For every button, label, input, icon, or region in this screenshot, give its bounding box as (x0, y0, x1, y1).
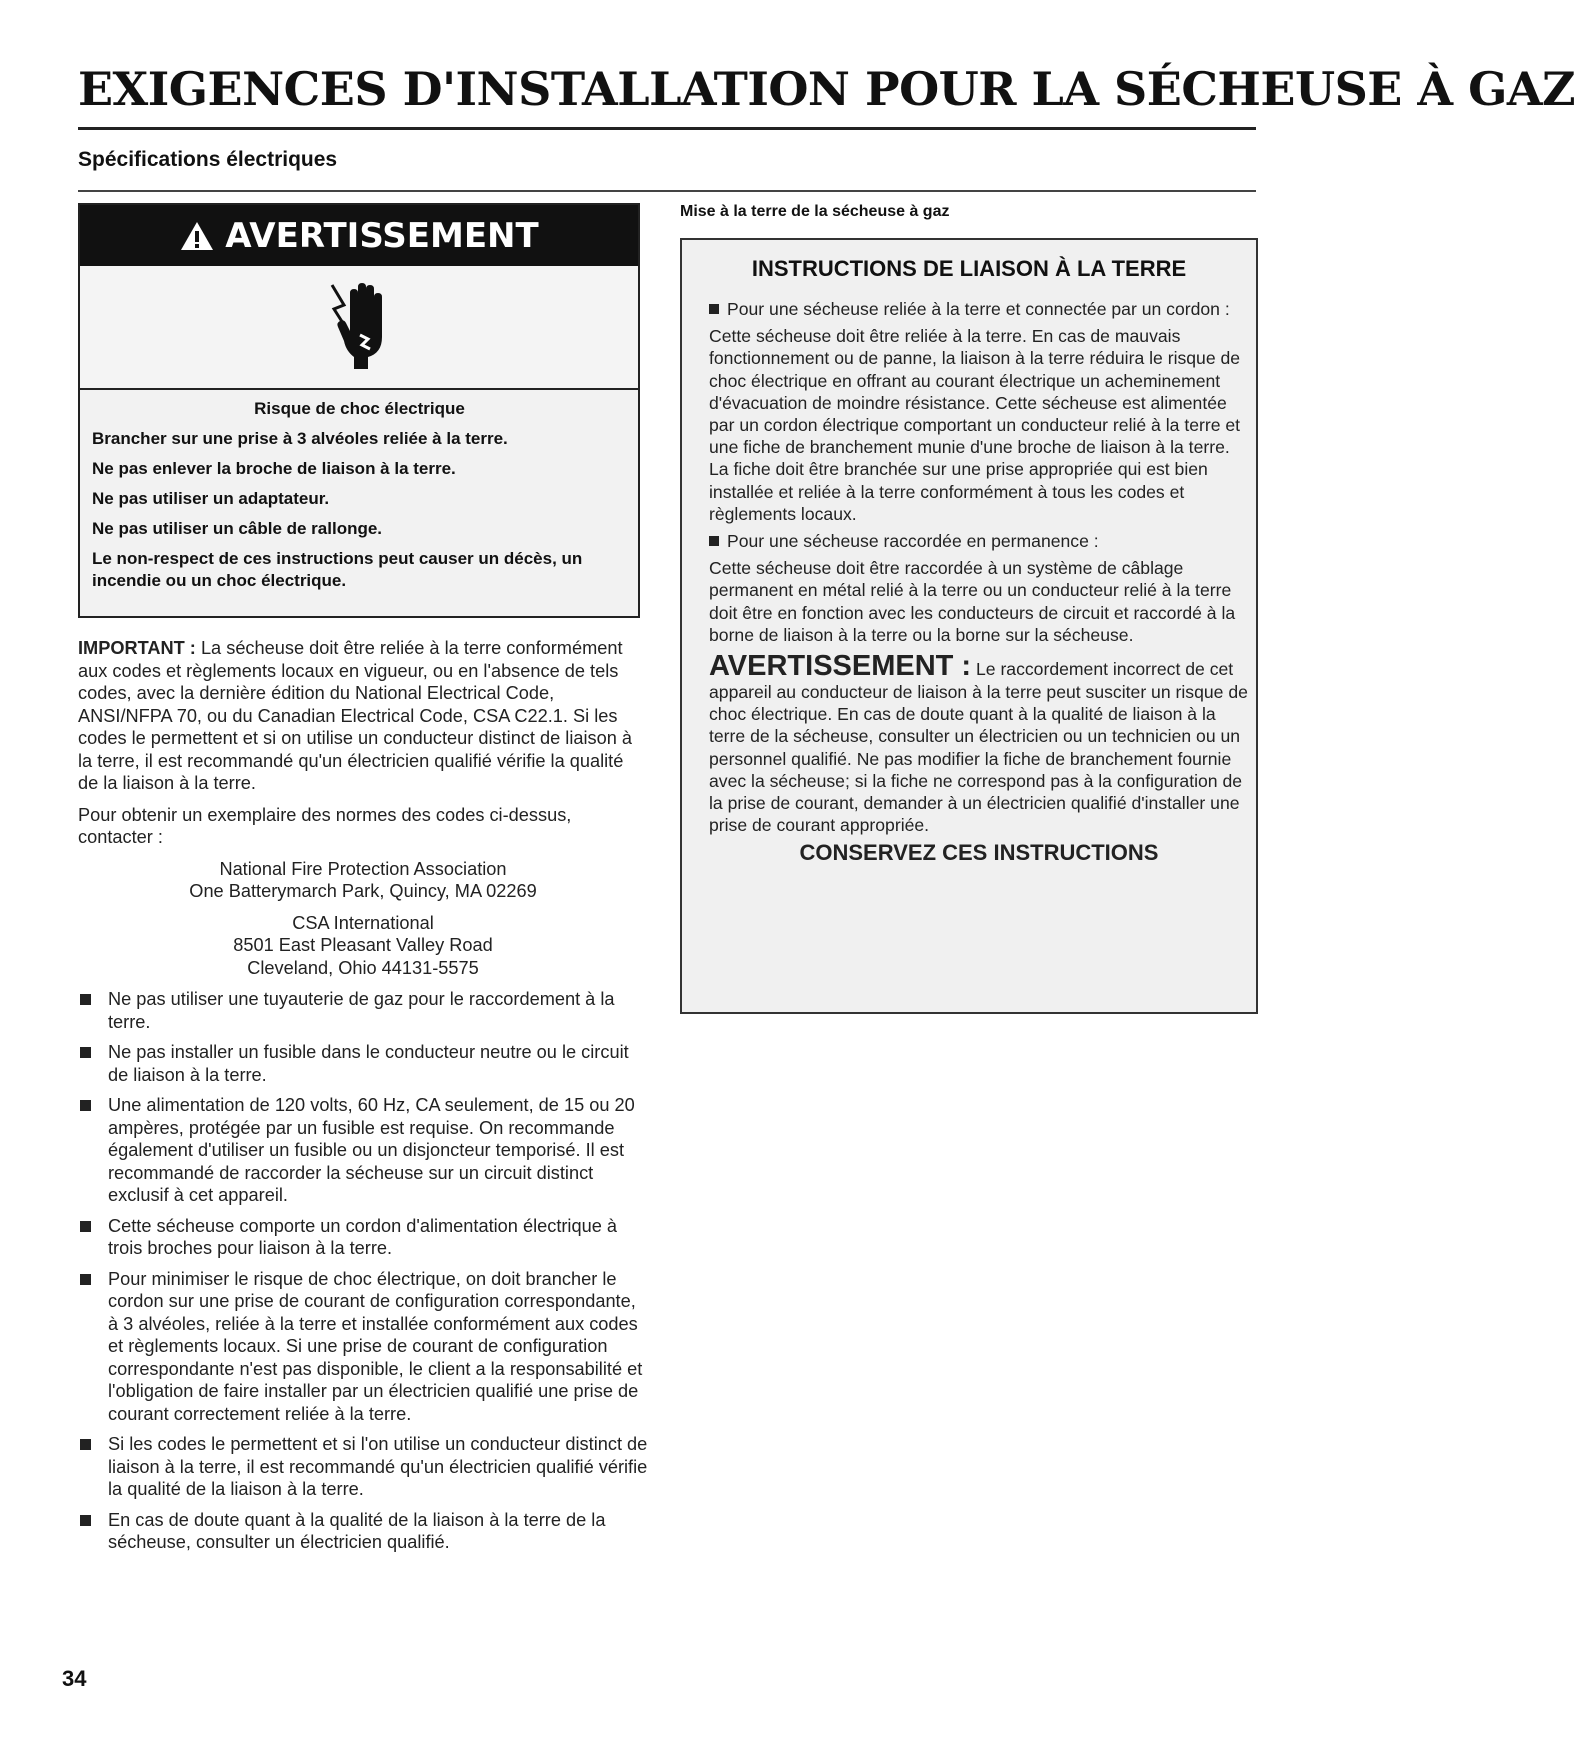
grounding-bullet (709, 298, 1249, 320)
page-title: EXIGENCES D'INSTALLATION POUR LA SÉCHEUSE À GAZ (78, 62, 1575, 116)
electric-shock-hand-icon (324, 279, 394, 376)
warning-banner (80, 205, 638, 266)
section-heading: Spécifications électriques (78, 148, 338, 171)
warning-line: Ne pas utiliser un adaptateur. (92, 489, 330, 508)
address-line: CSA International (292, 912, 434, 933)
bullet-square-icon (80, 1515, 91, 1526)
list-item (78, 1041, 648, 1086)
page-number: 34 (62, 1666, 87, 1691)
grounding-heading: Mise à la terre de la sécheuse à gaz (680, 203, 950, 220)
grounding-instructions-box (680, 238, 1258, 1014)
list-item-text: Cette sécheuse comporte un cordon d'alimentation électrique à trois broches pour liaison à la terre. (108, 1215, 617, 1258)
title-rule (78, 127, 1256, 130)
shock-area (80, 266, 638, 388)
important-text: La sécheuse doit être reliée à la terre conformément aux codes et règlements locaux en vigueur, ou en l'absence de tels codes, avec la dernière édition du National Electrical Code, ANSI/NFPA 70, ou du Canadian Electrical Code, CSA C22.1. Si les codes le permettent et si on utilise un conducteur distinct de liaison à la terre, il est recommandé qu'un électricien qualifié vérifie la qualité de la liaison à la terre. (78, 638, 633, 793)
warning-box (78, 203, 640, 618)
requirements-list (78, 988, 648, 1554)
bullet-square-icon (80, 1274, 91, 1285)
bullet-square-icon (80, 994, 91, 1005)
address-nfpa (78, 858, 648, 903)
section-rule (78, 190, 1256, 192)
list-item (78, 1094, 648, 1207)
bullet-square-icon (709, 304, 719, 314)
address-line: One Batterymarch Park, Quincy, MA 02269 (189, 881, 537, 901)
list-item-text: Si les codes le permettent et si l'on utilise un conducteur distinct de liaison à la terre, il est recommandé qu'un électricien qualifié vérifie la qualité de la liaison à la terre. (108, 1434, 648, 1499)
bullet-square-icon (709, 536, 719, 546)
grounding-box-title: INSTRUCTIONS DE LIAISON À LA TERRE (751, 256, 1187, 281)
warning-line: Brancher sur une prise à 3 alvéoles reliée à la terre. (92, 429, 508, 448)
grounding-paragraph: Cette sécheuse doit être raccordée à un système de câblage permanent en métal relié à la terre ou un conducteur relié à la terre doit être en fonction avec les conducteurs de circuit et raccordé à la borne de liaison à la terre ou la borne sur la sécheuse. (709, 558, 1236, 645)
address-line: Cleveland, Ohio 44131-5575 (247, 957, 479, 978)
grounding-bullet-text: Pour une sécheuse raccordée en permanence : (727, 531, 1099, 552)
grounding-warning-label: AVERTISSEMENT : (709, 650, 972, 683)
warning-divider (80, 388, 638, 390)
bullet-square-icon (80, 1100, 91, 1111)
address-line: 8501 East Pleasant Valley Road (233, 935, 493, 955)
address-csa (78, 912, 648, 980)
list-item (78, 1215, 648, 1260)
warning-line: Ne pas enlever la broche de liaison à la terre. (92, 459, 456, 478)
warning-triangle-icon (179, 220, 215, 252)
important-paragraph (78, 637, 648, 795)
left-column (78, 637, 648, 1562)
list-item-text: En cas de doute quant à la qualité de la liaison à la terre de la sécheuse, consulter un électricien qualifié. (108, 1509, 606, 1552)
important-label: IMPORTANT : (78, 638, 196, 658)
list-item-text: Ne pas installer un fusible dans le conducteur neutre ou le circuit de liaison à la terre. (108, 1042, 629, 1085)
warning-banner-label: AVERTISSEMENT (225, 215, 539, 256)
warning-heading: Risque de choc électrique (254, 399, 465, 418)
bullet-square-icon (80, 1221, 91, 1232)
grounding-bullet (709, 530, 1249, 552)
list-item (78, 1509, 648, 1554)
grounding-paragraph: Cette sécheuse doit être reliée à la terre. En cas de mauvais fonctionnement ou de panne, la liaison à la terre réduira le risque de choc électrique en offrant au courant électrique un acheminement d'évacuation de moindre résistance. Cette sécheuse est alimentée par un cordon électrique comportant un conducteur relié à la terre et une fiche de branchement munie d'une broche de liaison à la terre. La fiche doit être branchée sur une prise appropriée qui est bien installée et reliée à la terre conformément à tous les codes et règlements locaux. (709, 326, 1241, 524)
list-item (78, 988, 648, 1033)
warning-line: Ne pas utiliser un câble de rallonge. (92, 519, 383, 538)
list-item (78, 1268, 648, 1426)
warning-line: Le non-respect de ces instructions peut causer un décès, un incendie ou un choc électrique. (92, 549, 583, 590)
list-item-text: Pour minimiser le risque de choc électrique, on doit brancher le cordon sur une prise de courant de configuration correspondante, à 3 alvéoles, reliée à la terre et installée conformément aux codes et règlements locaux. Si une prise de courant de configuration correspondante n'est pas disponible, le client a la responsabilité et l'obligation de faire installer par un électricien qualifié une prise de courant correctement reliée à la terre. (108, 1268, 643, 1424)
bullet-square-icon (80, 1047, 91, 1058)
list-item-text: Ne pas utiliser une tuyauterie de gaz pour le raccordement à la terre. (108, 989, 615, 1032)
list-item-text: Une alimentation de 120 volts, 60 Hz, CA seulement, de 15 ou 20 ampères, protégée par un fusible est requise. On recommande également d'utiliser un fusible ou un disjoncteur temporisé. Il est recommandé de raccorder la sécheuse sur un circuit distinct exclusif à cet appareil. (108, 1095, 635, 1205)
bullet-square-icon (80, 1439, 91, 1450)
grounding-bullet-text: Pour une sécheuse reliée à la terre et connectée par un cordon : (727, 299, 1230, 319)
obtain-paragraph: Pour obtenir un exemplaire des normes des codes ci-dessus, contacter : (78, 804, 572, 847)
grounding-warning-text: Le raccordement incorrect de cet appareil au conducteur de liaison à la terre peut susciter un risque de choc électrique. En cas de doute quant à la qualité de liaison à la terre de la sécheuse, consulter un électricien ou un technicien ou un personnel qualifié. Ne pas modifier la fiche de branchement fournie avec la sécheuse; si la fiche ne correspond pas à la configuration de la prise de courant, demander à un électricien qualifié d'installer une prise de courant appropriée. (709, 659, 1248, 836)
grounding-warning-paragraph (709, 651, 1249, 836)
warning-text (92, 398, 627, 600)
address-line: National Fire Protection Association (219, 858, 507, 879)
save-instructions-note: CONSERVEZ CES INSTRUCTIONS (799, 840, 1159, 866)
grounding-box-body (709, 298, 1249, 870)
list-item (78, 1433, 648, 1501)
